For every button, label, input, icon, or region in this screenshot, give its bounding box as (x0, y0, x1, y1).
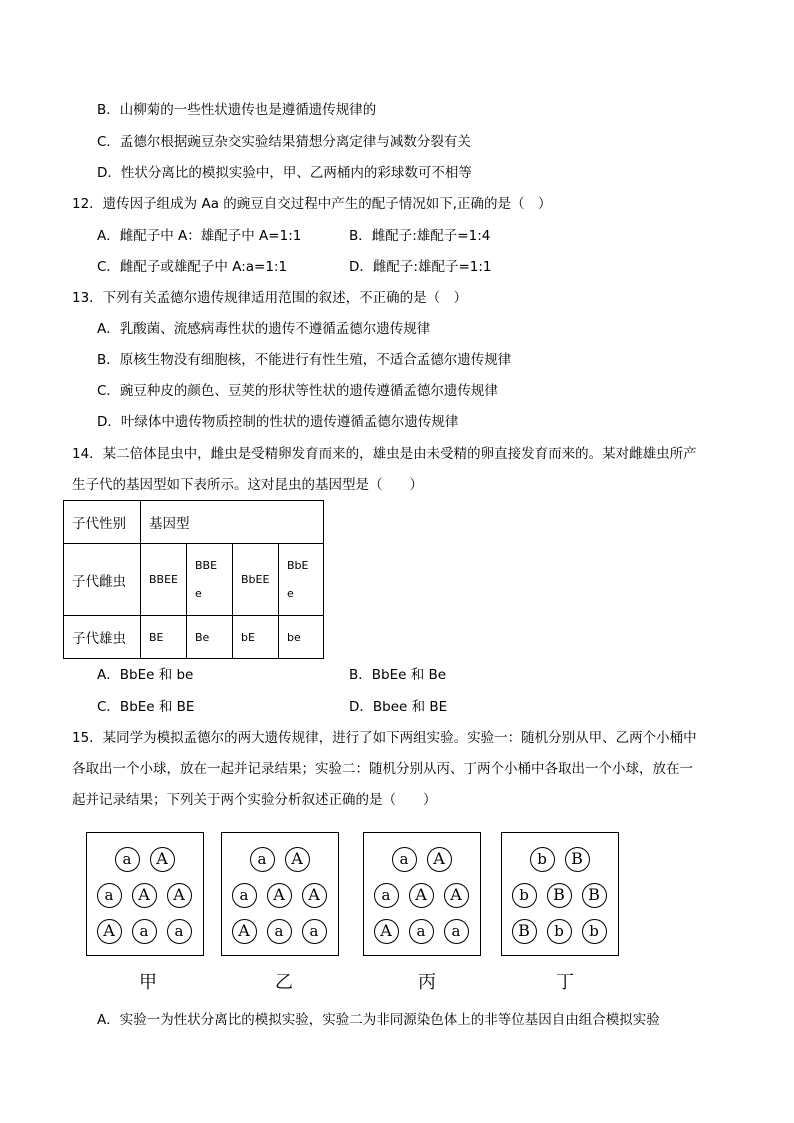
q15-stem-line2: 各取出一个小球，放在一起并记录结果；实验二：随机分别从丙、丁两个小桶中各取出一个小球，放在一 (72, 761, 693, 777)
table-cell: BE (141, 616, 187, 659)
bucket-2 (221, 832, 339, 956)
q13-option-a: A．乳酸菌、流感病毒性状的遗传不遵循孟德尔遗传规律 (97, 321, 431, 337)
bucket-4 (501, 832, 619, 956)
ball: a (444, 919, 469, 944)
q11-option-c: C．孟德尔根据豌豆杂交实验结果猜想分离定律与减数分裂有关 (97, 134, 471, 150)
ball: a (97, 883, 122, 908)
q14-stem-line2: 生子代的基因型如下表所示。这对昆虫的基因型是（ ） (72, 477, 423, 493)
ball: b (547, 919, 572, 944)
ball: a (267, 919, 292, 944)
ball: A (97, 919, 122, 944)
table-cell: BBEE (141, 544, 187, 616)
ball: A (285, 847, 310, 872)
q12-stem: 12．遗传因子组成为 Aa 的豌豆自交过程中产生的配子情况如下,正确的是（ ） (72, 196, 552, 212)
ball: B (512, 919, 537, 944)
ball: A (132, 883, 157, 908)
table-cell (279, 544, 324, 616)
ball: a (409, 919, 434, 944)
q14-option-a: A．BbEe 和 be (97, 667, 194, 683)
ball: b (512, 883, 537, 908)
ball: B (547, 883, 572, 908)
table-female-label: 子代雌虫 (64, 544, 141, 616)
table-cell: BbEE (233, 544, 279, 616)
q11-option-d: D．性状分离比的模拟实验中，甲、乙两桶内的彩球数可不相等 (97, 165, 472, 181)
q12-option-b: B．雌配子:雄配子=1:4 (349, 228, 491, 244)
ball: A (167, 883, 192, 908)
bucket-label: 丁 (556, 972, 574, 993)
ball: b (530, 847, 555, 872)
ball: a (232, 883, 257, 908)
ball: a (167, 919, 192, 944)
bucket-label: 甲 (139, 972, 157, 993)
ball: b (582, 919, 607, 944)
q11-option-b: B．山柳菊的一些性状遗传也是遵循遗传规律的 (97, 102, 377, 118)
q12-option-d: D．雌配子:雄配子=1:1 (349, 259, 492, 275)
ball: a (250, 847, 275, 872)
q15-stem-line3: 起并记录结果；下列关于两个实验分析叙述正确的是（ ） (72, 792, 437, 808)
ball: a (374, 883, 399, 908)
q12-option-a: A．雌配子中 A：雄配子中 A=1:1 (97, 228, 302, 244)
table-cell: Be (187, 616, 233, 659)
table-header-sex: 子代性别 (64, 501, 141, 544)
ball: A (444, 883, 469, 908)
table-header-genotype: 基因型 (141, 501, 324, 544)
q14-option-c: C．BbEe 和 BE (97, 699, 195, 715)
ball: A (302, 883, 327, 908)
q13-option-c: C．豌豆种皮的颜色、豆荚的形状等性状的遗传遵循孟德尔遗传规律 (97, 383, 498, 399)
ball: a (115, 847, 140, 872)
ball: A (374, 919, 399, 944)
ball: A (409, 883, 434, 908)
bucket-label: 丙 (418, 972, 436, 993)
q14-option-b: B．BbEe 和 Be (349, 667, 447, 683)
table-cell (187, 544, 233, 616)
q15-option-a: A．实验一为性状分离比的模拟实验，实验二为非同源染色体上的非等位基因自由组合模拟实验 (97, 1012, 660, 1028)
ball: a (132, 919, 157, 944)
bucket-1 (86, 832, 204, 956)
q13-stem: 13．下列有关孟德尔遗传规律适用范围的叙述，不正确的是（ ） (72, 290, 468, 306)
table-cell-part: BBE (195, 558, 218, 572)
ball: A (150, 847, 175, 872)
q14-stem-line1: 14．某二倍体昆虫中，雌虫是受精卵发育而来的，雄虫是由未受精的卵直接发育而来的。某对雌雄虫所产 (72, 446, 697, 462)
q13-option-b: B．原核生物没有细胞核，不能进行有性生殖，不适合孟德尔遗传规律 (97, 352, 512, 368)
ball: A (267, 883, 292, 908)
ball: a (302, 919, 327, 944)
q15-stem-line1: 15．某同学为模拟孟德尔的两大遗传规律，进行了如下两组实验。实验一：随机分别从甲、乙两个小桶中 (72, 730, 697, 746)
table-cell-part: e (195, 586, 202, 600)
ball: A (232, 919, 257, 944)
table-cell: bE (233, 616, 279, 659)
table-male-label: 子代雄虫 (64, 616, 141, 659)
table-cell: be (279, 616, 324, 659)
q13-option-d: D．叶绿体中遗传物质控制的性状的遗传遵循孟德尔遗传规律 (97, 414, 459, 430)
ball: B (565, 847, 590, 872)
bucket-label: 乙 (275, 972, 293, 993)
ball: a (392, 847, 417, 872)
genotype-table (63, 500, 324, 659)
q12-option-c: C．雌配子或雄配子中 A:a=1:1 (97, 259, 288, 275)
table-cell-part: BbE (287, 558, 309, 572)
q14-option-d: D．Bbee 和 BE (349, 699, 448, 715)
bucket-3 (363, 832, 481, 956)
table-cell-part: e (287, 586, 294, 600)
ball: A (427, 847, 452, 872)
ball: B (582, 883, 607, 908)
